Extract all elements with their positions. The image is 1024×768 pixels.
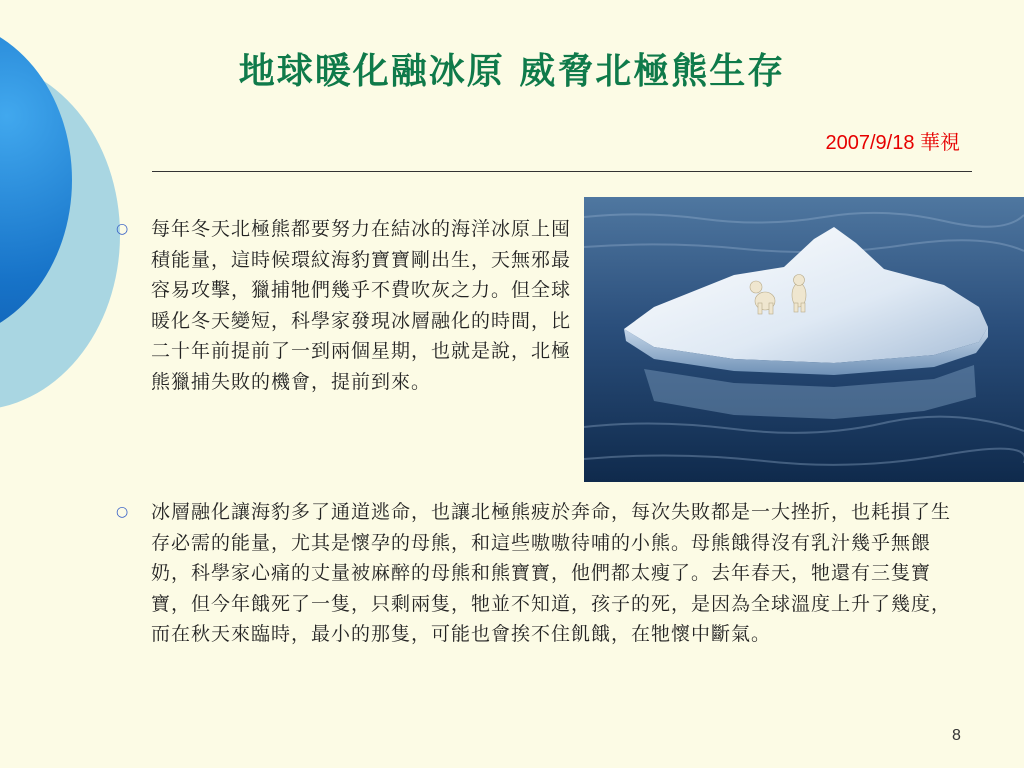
title-divider <box>152 171 972 172</box>
bullet-paragraph-2 <box>116 497 952 650</box>
bullet-text-2: 冰層融化讓海豹多了通道逃命，也讓北極熊疲於奔命，每次失敗都是一大挫折，也耗損了生存必需的能量，尤其是懷孕的母熊，和這些嗷嗷待哺的小熊。母熊餓得沒有乳汁幾乎無餵奶，科學家心痛的丈量被麻醉的母熊和熊寶寶，他們都太瘦了。去年春天，牠還有三隻寶寶，但今年餓死了一隻，只剩兩隻，牠並不知道，孩子的死，是因為全球溫度上升了幾度，而在秋天來臨時，最小的那隻，可能也會挨不住飢餓，在牠懷中斷氣。 <box>151 501 952 645</box>
page-number: 8 <box>952 727 961 744</box>
bullet-text-1: 每年冬天北極熊都要努力在結冰的海洋冰原上囤積能量，這時候環紋海豹寶寶剛出生，天無邪最容易攻擊，獵捕牠們幾乎不費吹灰之力。但全球暖化冬天變短，科學家發現冰層融化的時間，比二十年前提前了一到兩個星期，也就是說，北極熊獵捕失敗的機會，提前到來。 <box>151 218 572 393</box>
source-date: 2007/9/18 華視 <box>825 132 960 154</box>
bullet-paragraph-1 <box>116 214 579 397</box>
polar-bears-photo <box>584 197 1024 482</box>
slide-title: 地球暖化融冰原 威脅北極熊生存 <box>238 51 786 92</box>
bullet-circle-icon: ○ <box>116 504 130 520</box>
bullet-circle-icon: ○ <box>116 221 130 237</box>
